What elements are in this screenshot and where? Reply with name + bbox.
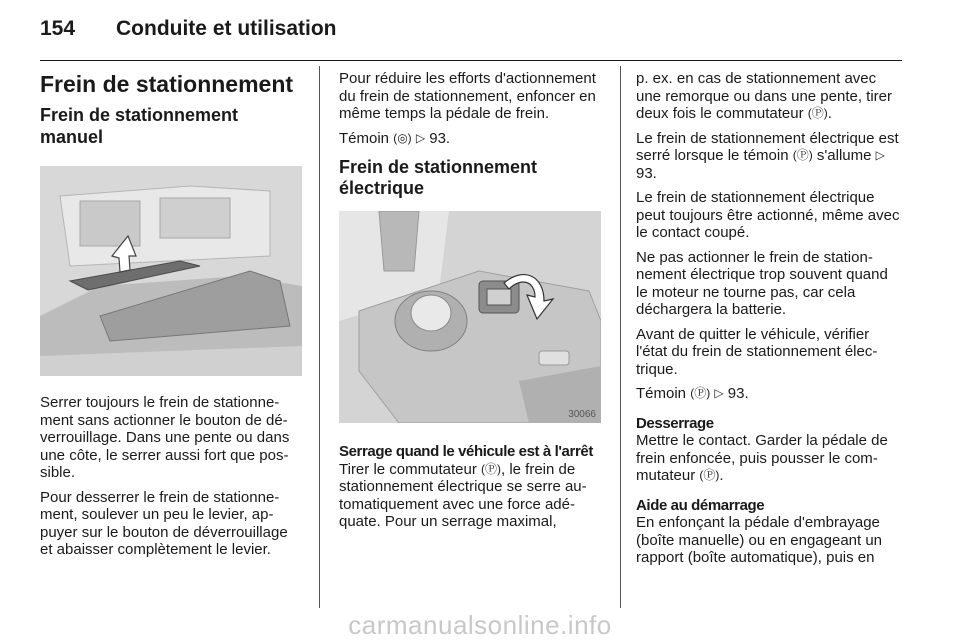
para-temoin-allume-a: Le frein de stationnement électrique est serré lorsque le témoin: [636, 129, 899, 164]
page-ref-arrow-icon: ▷: [415, 130, 426, 145]
para-max-serrage-a: p. ex. en cas de stationnement avec une remorque ou dans une pente, tirer deux fois le commutateur: [636, 70, 893, 122]
para-batterie: Ne pas actionner le frein de stationnement électrique trop souvent quand le moteur ne tourne pas, car cela déchargera la batterie.: [636, 248, 888, 318]
page-ref-arrow-icon: ▷: [875, 148, 885, 162]
epb-switch-icon: (Ⓟ): [807, 106, 828, 120]
figure-electric-brake: [339, 211, 601, 423]
para-effort: Pour réduire les efforts d'actionnement du frein de stationnement, enfoncer en même temps la pédale de frein.: [339, 70, 596, 122]
para-serrage-a: Tirer le commutateur: [339, 460, 477, 478]
temoin-label: Témoin: [339, 129, 390, 147]
watermark: carmanualsonline.info: [348, 610, 612, 640]
brake-warning-icon: (◎): [393, 130, 412, 145]
page-ref-arrow-icon: ▷: [714, 386, 724, 400]
subheading-desserrage: Desserrage: [636, 414, 714, 432]
page-ref: 93.: [636, 164, 657, 182]
column-divider-2: [620, 66, 621, 608]
epb-switch-icon: (Ⓟ): [480, 461, 501, 476]
para-desserrage-a: Mettre le contact. Garder la pédale de frein enfoncée, puis pousser le commutateur: [636, 432, 888, 484]
para-manual-1: Serrer toujours le frein de stationnement sans actionner le bouton de déverrouillage. Dans une pente ou dans une côte, le serrer aussi fort que possible.: [40, 394, 290, 481]
page-heading: Frein de stationnement: [40, 71, 294, 97]
handbrake-illustration: [40, 166, 302, 376]
column-3: [636, 70, 902, 574]
header-rule: [40, 60, 902, 61]
para-aide-demarrage: En enfonçant la pédale d'embrayage (boîte manuelle) ou en engageant un rapport (boîte automatique), puis en: [636, 514, 883, 566]
temoin-line-1: [339, 130, 605, 148]
page-number: 154: [40, 17, 76, 40]
section-title: Conduite et utilisation: [116, 17, 337, 40]
page-header: [0, 0, 960, 60]
para-manual-2: Pour desserrer le frein de stationnement, soulever un peu le levier, appuyer sur le bouton de déverrouillage et abaisser complètement le levier.: [40, 488, 288, 558]
column-2: [339, 70, 605, 538]
subheading-manual: Frein de stationnement manuel: [40, 105, 239, 147]
para-serrage-b: , le frein de stationnement électrique se serre automatiquement avec une force adéquate. Pour un serrage maximal,: [339, 460, 587, 530]
page-ref: 93.: [727, 385, 749, 402]
page-ref: 93.: [429, 129, 451, 147]
para-serrage: [339, 461, 605, 531]
para-max-serrage-b: .: [827, 105, 832, 122]
para-temoin-allume-b: s'allume: [816, 147, 872, 164]
figure-code: 30066: [568, 409, 596, 420]
column-1: [40, 70, 304, 566]
column-divider-1: [319, 66, 320, 608]
para-verifier: Avant de quitter le véhicule, vérifier l'état du frein de stationnement électrique.: [636, 325, 878, 378]
subheading-aide-demarrage: Aide au démarrage: [636, 496, 765, 514]
figure-manual-handbrake: [40, 166, 302, 376]
para-temoin-allume: [636, 130, 902, 183]
para-desserrage: [636, 432, 902, 485]
para-desserrage-b: .: [719, 467, 724, 484]
para-max-serrage: [636, 70, 902, 123]
subheading-electric: Frein de stationnement électrique: [339, 157, 538, 198]
epb-switch-icon: (Ⓟ): [699, 468, 720, 482]
temoin-label: Témoin: [636, 385, 687, 402]
temoin-line-2: [636, 385, 902, 403]
epb-warning-icon: (Ⓟ): [792, 148, 813, 162]
electric-brake-illustration: [339, 211, 601, 423]
subheading-serrage: Serrage quand le véhicule est à l'arrêt: [339, 443, 593, 460]
para-contact-coupe: Le frein de stationnement électrique peut toujours être actionné, même avec le contact coupé.: [636, 189, 900, 241]
epb-warning-icon: (Ⓟ): [690, 386, 711, 400]
